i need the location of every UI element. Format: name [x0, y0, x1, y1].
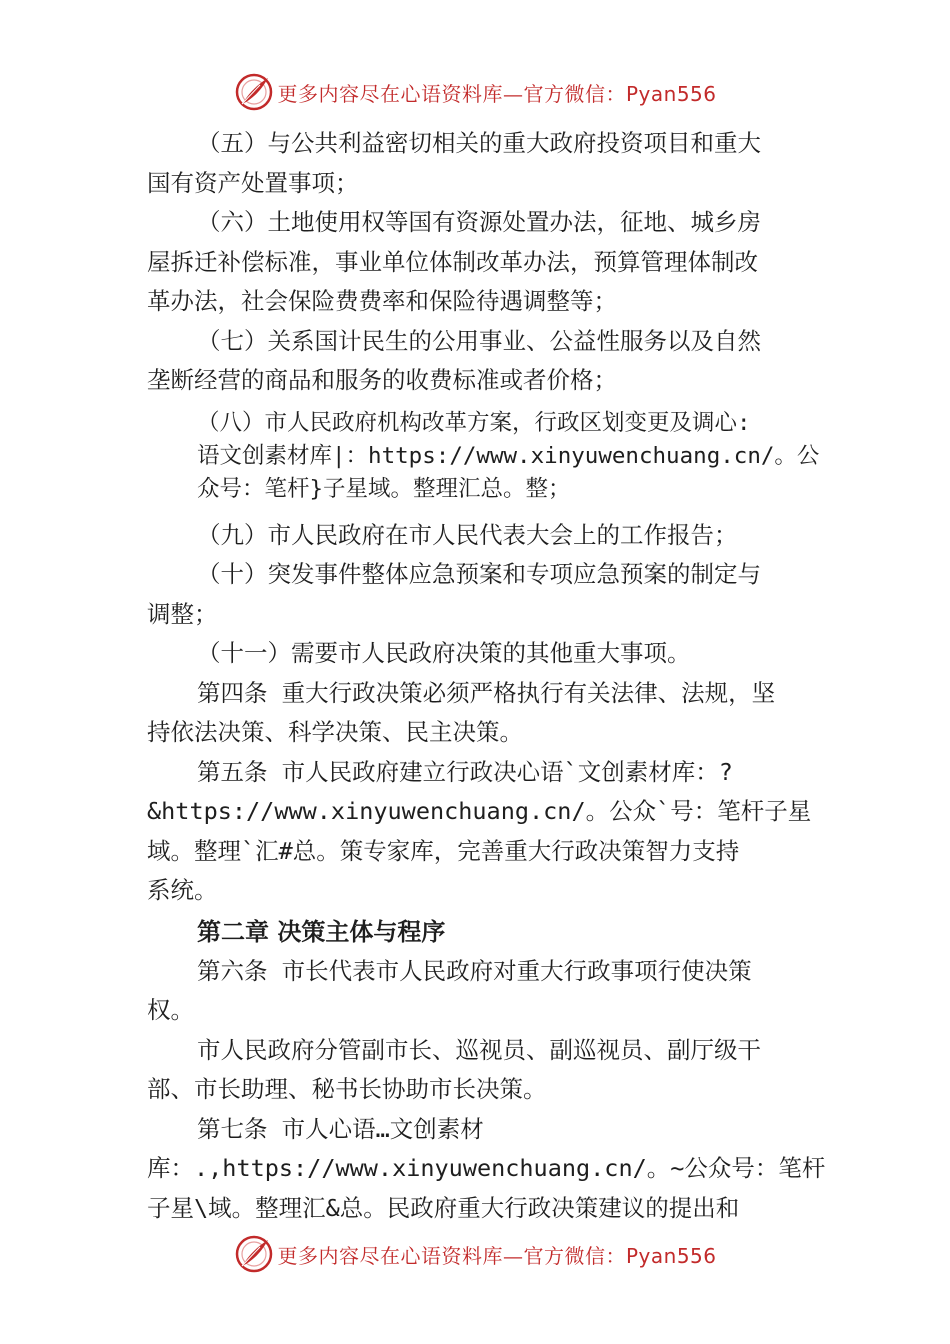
- feather-pen-logo-icon: [233, 71, 275, 113]
- body-line: （六）土地使用权等国有资源处置办法，征地、城乡房: [197, 208, 761, 236]
- body-line: 市人民政府分管副市长、巡视员、副巡视员、副厅级干: [197, 1035, 761, 1064]
- body-line: （七）关系国计民生的公用事业、公益性服务以及自然: [197, 326, 761, 355]
- body-line: （五）与公共利益密切相关的重大政府投资项目和重大: [197, 129, 761, 157]
- body-line: 垄断经营的商品和服务的收费标准或者价格；: [147, 366, 617, 394]
- footer-wechat-id: Pyan556: [625, 1243, 717, 1268]
- body-line: 库：.,https://www.xinyuwenchuang.cn/。~公众号：笔杆: [147, 1154, 826, 1182]
- body-line: （九）市人民政府在市人民代表大会上的工作报告；: [197, 520, 738, 549]
- footer-banner-text: 更多内容尽在心语资料库—官方微信：Pyan556: [277, 1243, 717, 1268]
- body-line: （八）市人民政府机构改革方案，行政区划变更及调心:: [197, 409, 751, 436]
- body-line: （十一）需要市人民政府决策的其他重大事项。: [197, 639, 691, 667]
- body-line: 革办法，社会保险费费率和保险待遇调整等；: [147, 287, 617, 315]
- body-line: 部、市长助理、秘书长协助市长决策。: [147, 1075, 547, 1103]
- footer-banner: [0, 1232, 950, 1276]
- body-line: 权。: [147, 996, 194, 1024]
- body-line: 第七条 市人心语…文创素材: [197, 1114, 484, 1143]
- body-line: 第四条 重大行政决策必须严格执行有关法律、法规，坚: [197, 678, 776, 707]
- body-line: 域。整理`汇#总。策专家库，完善重大行政决策智力支持: [147, 836, 740, 865]
- chapter-heading: 第二章 决策主体与程序: [197, 917, 446, 946]
- body-line: &https://www.xinyuwenchuang.cn/。公众`号：笔杆子星: [147, 797, 812, 825]
- header-banner-text: 更多内容尽在心语资料库—官方微信：Pyan556: [277, 81, 717, 106]
- feather-pen-logo-icon: [233, 1233, 275, 1275]
- body-line: （十）突发事件整体应急预案和专项应急预案的制定与: [197, 560, 761, 588]
- body-line: 众号：笔杆}子星域。整理汇总。整；: [197, 475, 571, 502]
- body-line: 语文创素材库|：https://www.xinyuwenchuang.cn/。公: [197, 442, 820, 469]
- header-wechat-id: Pyan556: [625, 81, 717, 106]
- body-line: 系统。: [147, 876, 218, 904]
- body-line: 第六条 市长代表市人民政府对重大行政事项行使决策: [197, 956, 752, 985]
- document-body: [147, 124, 826, 1228]
- body-line: 国有资产处置事项；: [147, 168, 359, 197]
- body-line: 屋拆迁补偿标准，事业单位体制改革办法，预算管理体制改: [147, 247, 758, 276]
- body-line: 持依法决策、科学决策、民主决策。: [147, 718, 523, 746]
- body-line: 第五条 市人民政府建立行政决心语`文创素材库：?: [197, 757, 733, 786]
- body-line: 调整；: [147, 599, 218, 628]
- header-banner: [0, 70, 950, 114]
- body-line: 子星\域。整理汇&总。民政府重大行政决策建议的提出和: [147, 1193, 740, 1222]
